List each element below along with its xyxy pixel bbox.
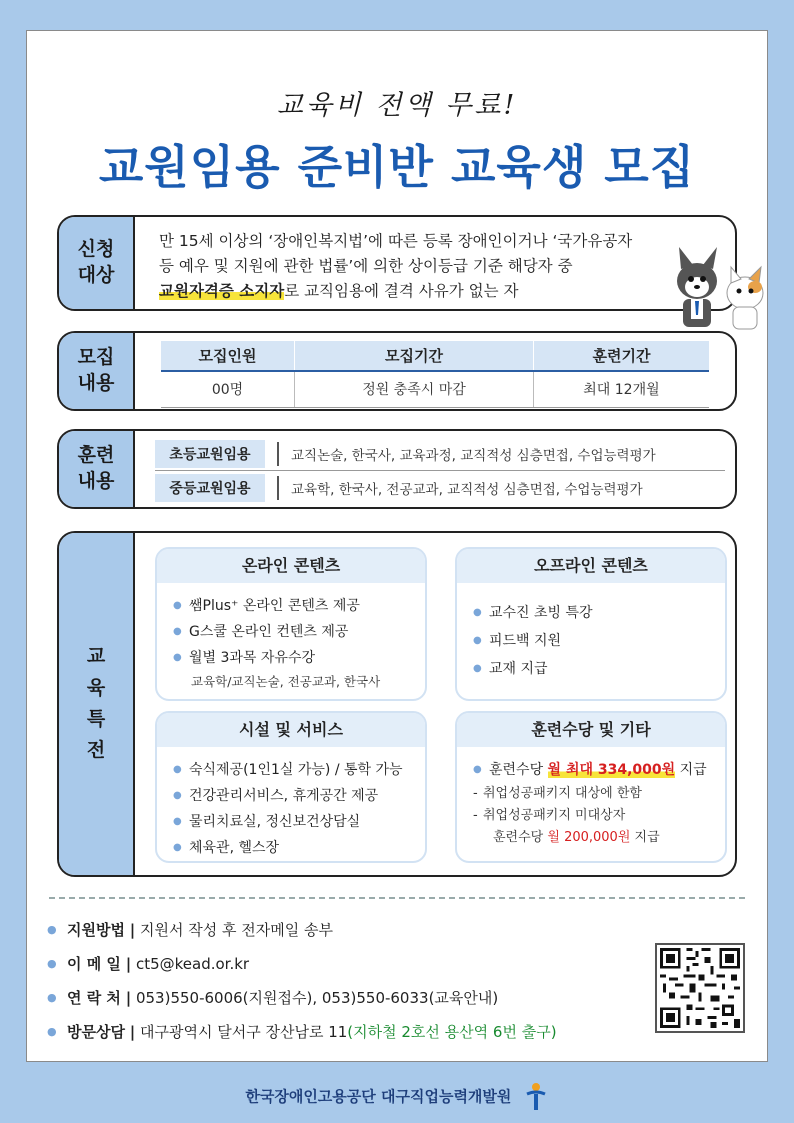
page-title: 교원임용 준비반 교육생 모집 — [98, 140, 696, 194]
table-cell: 00명 — [161, 371, 295, 407]
list-item: ● 이 메 일 | ct5@kead.or.kr — [47, 947, 647, 981]
eligibility-label: 신청 대상 — [59, 217, 135, 309]
recruitment-label: 모집 내용 — [59, 333, 135, 409]
list-item — [155, 471, 725, 505]
list-item: ● 교수진 초빙 특강 — [473, 599, 711, 627]
list-item: ● 피드백 지원 — [473, 627, 711, 655]
list-item: ● G스쿨 온라인 컨텐츠 제공 — [173, 619, 411, 645]
course-tag: 초등교원임용 — [155, 440, 265, 468]
divider — [49, 897, 745, 899]
online-content-card: 온라인 콘텐츠 ● 쌤Plus⁺ 온라인 콘텐츠 제공 ● G스쿨 온라인 컨텐츠 제공 ● 월별 3과목 자유수강 교육학/교직논술, 전공교과, 한국사 — [155, 547, 427, 701]
list-item: 훈련수당 월 200,000원 지급 — [493, 830, 660, 845]
organization-logo-icon — [523, 1082, 549, 1112]
table-cell: 정원 충족시 마감 — [295, 371, 534, 407]
list-item: - 취업성공패키지 미대상자 — [473, 805, 711, 827]
eligibility-highlight: 교원자격증 소지자 — [159, 282, 285, 300]
list-item — [155, 437, 725, 471]
facility-card: 시설 및 서비스 ● 숙식제공(1인1실 가능) / 통학 가능 ● 건강관리서비스, 휴게공간 제공 ● 물리치료실, 정신보건상담실 ● 체육관, 헬스장 — [155, 711, 427, 863]
list-item: ● 쌤Plus⁺ 온라인 콘텐츠 제공 — [173, 593, 411, 619]
list-item: - 취업성공패키지 대상에 한함 — [473, 783, 711, 805]
list-item: ● 물리치료실, 정신보건상담실 — [173, 809, 411, 835]
table-cell: 최대 12개월 — [533, 371, 709, 407]
list-item: ● 방문상담 | 대구광역시 달서구 장산남로 11(지하철 2호선 용산역 6번 출구) — [47, 1015, 647, 1049]
training-label: 훈련 내용 — [59, 431, 135, 507]
list-item: 교육학/교직논술, 전공교과, 한국사 — [191, 674, 381, 689]
course-subjects: 교직논술, 한국사, 교육과정, 교직적성 심층면접, 수업능력평가 — [291, 447, 656, 464]
email-link[interactable]: ct5@kead.or.kr — [135, 955, 250, 973]
table-header: 모집기간 — [295, 341, 534, 371]
list-item: ● 건강관리서비스, 휴게공간 제공 — [173, 783, 411, 809]
list-item: ● 체육관, 헬스장 — [173, 835, 411, 861]
course-tag: 중등교원임용 — [155, 474, 265, 502]
recruitment-table — [161, 341, 709, 408]
table-header: 훈련기간 — [533, 341, 709, 371]
list-item: ● 훈련수당 월 최대 334,000원 지급 — [473, 757, 711, 783]
eligibility-section — [57, 215, 737, 311]
features-label: 교 육 특 전 — [59, 533, 135, 875]
features-section — [57, 531, 737, 877]
offline-content-card: 오프라인 콘텐츠 ● 교수진 초빙 특강 ● 피드백 지원 ● 교재 지급 — [455, 547, 727, 701]
allowance-card: 훈련수당 및 기타 ● 훈련수당 월 최대 334,000원 지급 - 취업성공패키지 대상에 한함 - 취업성공패키지 미대상자 훈련수당 월 200,000원 지급 — [455, 711, 727, 863]
course-subjects: 교육학, 한국사, 전공교과, 교직적성 심층면접, 수업능력평가 — [291, 482, 643, 498]
poster — [26, 30, 768, 1062]
mascot-illustration — [661, 241, 771, 331]
eligibility-text: 만 15세 이상의 ‘장애인복지법’에 따른 등록 장애인이거나 ‘국가유공자 등 예우 및 지원에 관한 법률’에 의한 상이등급 기준 해당자 중 교원자격증 소지자로 교직임용에 결격 사유가 없는 자 — [159, 232, 633, 300]
recruitment-section — [57, 331, 737, 411]
subtitle: 교육비 전액 무료! — [276, 90, 518, 121]
table-header: 모집인원 — [161, 341, 295, 371]
list-item: ● 숙식제공(1인1실 가능) / 통학 가능 — [173, 757, 411, 783]
list-item: ● 교재 지급 — [473, 655, 711, 683]
qr-code-icon — [655, 943, 745, 1033]
training-section — [57, 429, 737, 509]
contact-info — [47, 913, 647, 1049]
list-item: ● 지원방법 | 지원서 작성 후 전자메일 송부 — [47, 913, 647, 947]
list-item: ● 연 락 처 | 053)550-6006(지원접수), 053)550-6033(교육안내) — [47, 981, 647, 1015]
list-item: ● 월별 3과목 자유수강 — [173, 645, 411, 671]
footer-organization: 한국장애인고용공단 대구직업능력개발원 — [0, 1082, 794, 1112]
